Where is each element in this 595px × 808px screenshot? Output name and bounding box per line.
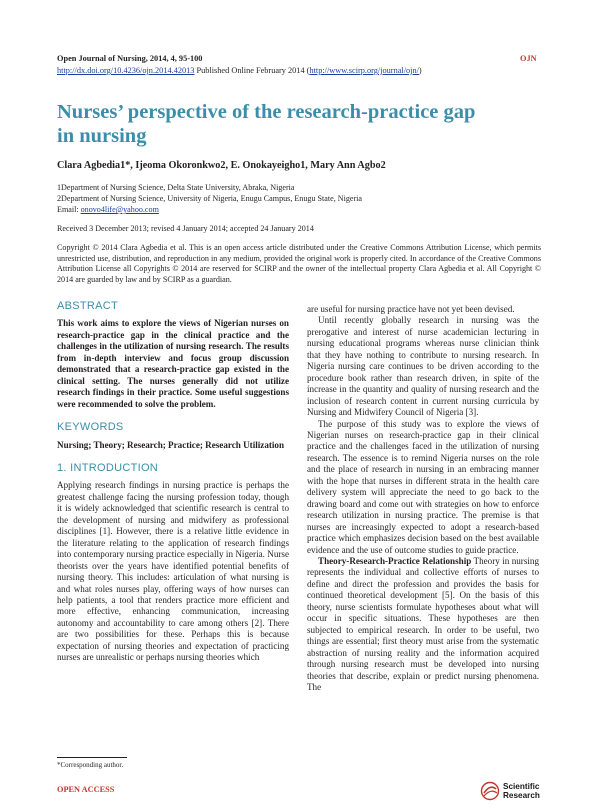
right-paragraph-4 — [307, 556, 539, 693]
scirp-logo-icon — [480, 781, 500, 801]
abstract-text: This work aims to explore the views of Nigerian nurses on research-practice gap in the clinical practice and the challenges in the utilization of nursing research. The results from in-depth interview and focus group discussion demonstrated that a research-practice gap existed in the clinical setting. The nurses generally did not utilize research findings in their practice. Some useful suggestions were recommended to solve the problem. — [57, 318, 289, 409]
doi-line — [57, 66, 422, 75]
copyright-notice: Copyright © 2014 Clara Agbedia et al. This is an open access article distributed under the Creative Commons Attribution License, which permits unrestricted use, distribution, and reproduction in any medium, provided the original work is properly cited. In accordance of the Creative Commons Attribution License all Copyrights © 2014 are reserved for SCIRP and the owner of the intellectual property Clara Agbedia et al. All Copyright © 2014 are guarded by law and by SCIRP as a guardian. — [57, 243, 541, 284]
authors-text: Clara Agbedia1*, Ijeoma Okoronkwo2, E. Onokayeigho1, Mary Ann Agbo2 — [57, 160, 386, 171]
author-list — [57, 160, 386, 171]
logo-text: Scientific Research — [503, 782, 540, 800]
footnote-rule — [57, 757, 127, 758]
right-paragraph-3: The purpose of this study was to explore the views of Nigerian nurses on research-practice gap in their clinical practice and the challenges faced in the utilization of nursing research. The essence is to remind Nigeria nurses on the role and the place of research in nursing in an embracing manner with the hope that nurses in different strata in the health care delivery system will appreciate the need to go back to the drawing board and come out with strategies on how to enforce research utilization in nursing practice. The premise is that nurses are increasingly expected to adopt a research-based practice which emphasizes decision based on the best available evidence and the use of outcome studies to guide practice. — [307, 418, 539, 555]
article-title: Nurses’ perspective of the research-practice gap in nursing — [57, 101, 476, 147]
introduction-heading: 1. INTRODUCTION — [57, 461, 159, 474]
affiliation-2: 2Department of Nursing Science, University of Nigeria, Enugu Campus, Enugu State, Nigeria — [57, 194, 363, 203]
theory-subheading: Theory-Research-Practice Relationship — [318, 555, 472, 566]
journal-code: OJN — [520, 54, 537, 63]
affiliation-1: 1Department of Nursing Science, Delta State University, Abraka, Nigeria — [57, 183, 295, 192]
left-column — [57, 301, 289, 664]
email-label: Email: — [57, 205, 81, 214]
keywords-heading: KEYWORDS — [57, 421, 124, 434]
journal-citation: Open Journal of Nursing, 2014, 4, 95-100 — [57, 54, 203, 63]
right-column — [307, 304, 539, 693]
theory-text: Theory in nursing represents the individual and collective efforts of nurses to define and direct the profession and provides the basis for continued theoretical development [5]. On the basis of this theory, nurse scientists formulate hypotheses about what will occur in specific situations. These hypotheses are then subjected to empirical research. In order to be useful, two things are essential; first theory must arise from the systematic abstraction of nursing reality and the information acquired through nursing research must be developed into nursing theories that describe, explain or predict nursing phenomena. The — [307, 555, 539, 692]
journal-link[interactable]: http://www.scirp.org/journal/ojn/ — [309, 66, 419, 75]
published-text: Published Online February 2014 ( — [194, 66, 310, 75]
received-dates: Received 3 December 2013; revised 4 January 2014; accepted 24 January 2014 — [57, 224, 314, 233]
email-line — [57, 205, 159, 214]
scirp-logo — [480, 780, 550, 802]
keywords-text: Nursing; Theory; Research; Practice; Research Utilization — [57, 439, 285, 450]
right-paragraph-1: are useful for nursing practice have not yet been devised. — [307, 304, 515, 314]
doi-link[interactable]: http://dx.doi.org/10.4236/ojn.2014.42013 — [57, 66, 195, 75]
footnote: *Corresponding author. — [57, 761, 124, 769]
introduction-text: Applying research findings in nursing practice is perhaps the greatest challenge facing the nursing profession today, though it is widely acknowledged that scientific research is central to the development of nursing and midwifery as professional disciplines [1]. However, there is a relative little evidence in the literature relating to the application of research findings into contemporary nursing practice especially in Nigeria. Nurse theorists over the years have identified potential benefits of nursing theory. This includes: articulation of what nursing is and what roles nurses play, offering ways of how nurses can help patients, a tool that renders practice more efficient and more effective, enhancing communication, increasing autonomy and accountability to care among others [2]. There are two possibilities for these. Perhaps this is because expectation of nursing theories and expectation of practicing nurses are unrealistic or perhaps nursing theories which — [57, 480, 289, 663]
right-paragraph-2: Until recently globally research in nursing was the prerogative and interest of nurse academician lecturing in nursing educational programs whereas nurse clinician think that they have nothing to contribute to nursing research. In Nigeria nursing care continues to be driven according to the procedure book rather than research driven, in spite of the increase in the quantity and quality of nursing research and the inclusion of research content in current nursing curricula by Nursing and Midwifery Council of Nigeria [3]. — [307, 315, 539, 418]
abstract-heading: ABSTRACT — [57, 300, 119, 312]
close-paren: ) — [418, 66, 422, 75]
open-access-label: OPEN ACCESS — [57, 785, 115, 794]
email-link[interactable]: onovo4life@yahoo.com — [80, 205, 159, 214]
